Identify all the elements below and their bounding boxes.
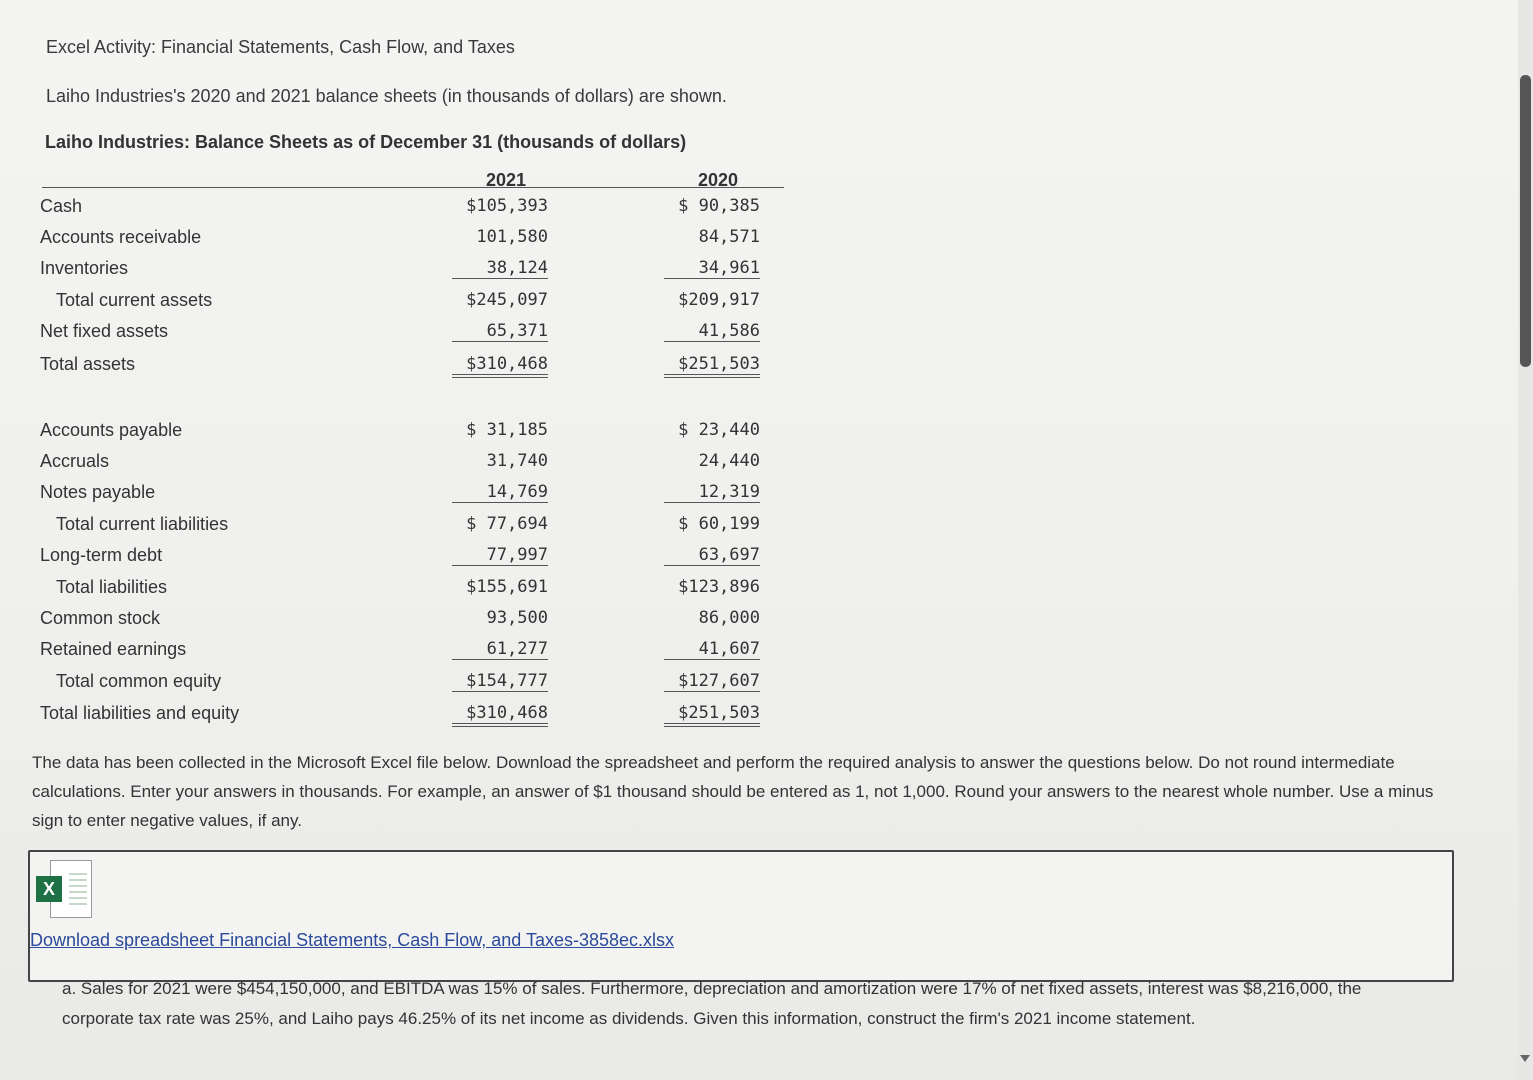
value-2021: 14,769 [452,482,548,503]
row-label: Accounts payable [40,420,183,440]
table-row-common-stock [30,604,790,634]
value-2021: $245,097 [466,290,548,310]
row-label: Total current liabilities [56,514,229,534]
value-2021: $310,468 [452,703,548,727]
value-2020: 41,607 [664,639,760,660]
value-2020: $251,503 [664,703,760,727]
balance-sheet-title: Laiho Industries: Balance Sheets as of December 31 (thousands of dollars) [45,132,687,152]
year-header-2020: 2020 [697,170,739,190]
row-label: Common stock [40,608,161,628]
value-2020: $127,607 [664,671,760,692]
value-2021: 101,580 [476,227,548,247]
value-2020: $251,503 [664,354,760,378]
table-row-long-term-debt [30,541,790,571]
row-label: Total assets [40,354,136,374]
value-2020: $209,917 [678,290,760,310]
value-2021: $ 77,694 [466,514,548,534]
table-row-total-liabilities-and-equity [30,699,790,729]
value-2020: 63,697 [664,545,760,566]
row-label: Net fixed assets [40,321,169,341]
table-row-notes-payable [30,478,790,508]
table-row-net-fixed-assets [30,317,790,347]
table-row-accounts-receivable [30,223,790,253]
table-row-total-assets [30,350,790,380]
page-title: Excel Activity: Financial Statements, Cash Flow, and Taxes [46,37,515,57]
value-2020: 84,571 [698,227,760,247]
value-2021: 61,277 [452,639,548,660]
row-label: Total liabilities [56,577,168,597]
value-2021: $105,393 [466,196,548,216]
value-2020: 12,319 [664,482,760,503]
instructions-text: The data has been collected in the Microsoft Excel file below. Download the spreadsheet and perform the required analysis to answer the questions below. Do not round intermediate calculations. Enter your answers in thousands. For example, an answer of $1 thousand should be entered as 1, not 1,000. Round your answers to the nearest whole number. Use a minus sign to enter negative values, if any. [32,753,1434,830]
row-label: Accounts receivable [40,227,202,247]
download-panel [28,850,1454,982]
row-label: Cash [40,196,83,216]
row-label: Total liabilities and equity [40,703,240,723]
value-2021: $ 31,185 [466,420,548,440]
value-2020: 24,440 [698,451,760,471]
table-row-accruals [30,447,790,477]
table-row-accounts-payable [30,416,790,446]
table-row-cash [30,192,790,222]
value-2020: 86,000 [698,608,760,628]
table-row-total-current-liabilities [30,510,790,540]
value-2020: 34,961 [664,258,760,279]
value-2021: $155,691 [466,577,548,597]
scroll-down-arrow-icon[interactable] [1520,1055,1530,1062]
download-spreadsheet-link[interactable]: Download spreadsheet Financial Statements, Cash Flow, and Taxes-3858ec.xlsx [30,930,675,950]
row-label: Total current assets [56,290,213,310]
row-label: Inventories [40,258,129,278]
table-row-total-common-equity [30,667,790,697]
question-a-text: a. Sales for 2021 were $454,150,000, and EBITDA was 15% of sales. Furthermore, depreciation and amortization were 17% of net fixed assets, interest was $8,216,000, the corporate tax rate was 25%, and Laiho pays 46.25% of its net income as dividends. Given this information, construct the firm's 2021 income statement. [62,979,1362,1028]
value-2020: $ 23,440 [678,420,760,440]
value-2021: 93,500 [486,608,548,628]
value-2020: 41,586 [664,321,760,342]
value-2021: $310,468 [452,354,548,378]
value-2020: $ 90,385 [678,196,760,216]
value-2021: 38,124 [452,258,548,279]
excel-x-icon: X [36,876,62,902]
value-2021: 65,371 [452,321,548,342]
table-row-total-current-assets [30,286,790,316]
value-2021: 31,740 [486,451,548,471]
row-label: Accruals [40,451,110,471]
table-row-retained-earnings [30,635,790,665]
row-label: Long-term debt [40,545,163,565]
value-2020: $ 60,199 [678,514,760,534]
row-label: Retained earnings [40,639,187,659]
table-row-total-liabilities [30,573,790,603]
row-label: Total common equity [56,671,222,691]
scrollbar-thumb[interactable] [1520,75,1531,367]
vertical-scrollbar[interactable] [1518,0,1533,1080]
intro-text: Laiho Industries's 2020 and 2021 balance sheets (in thousands of dollars) are shown. [46,86,727,106]
excel-file-icon[interactable] [36,860,92,916]
table-row-inventories [30,254,790,284]
value-2021: $154,777 [452,671,548,692]
value-2020: $123,896 [678,577,760,597]
value-2021: 77,997 [452,545,548,566]
row-label: Notes payable [40,482,156,502]
year-header-2021: 2021 [485,170,527,190]
